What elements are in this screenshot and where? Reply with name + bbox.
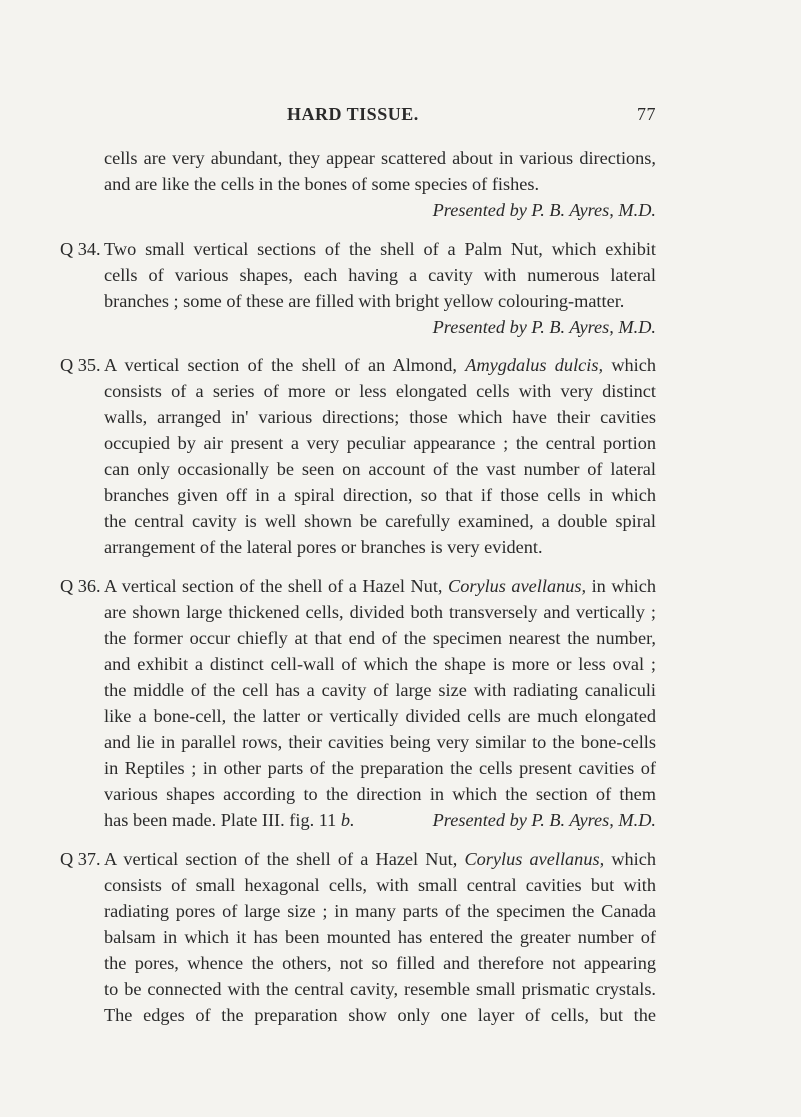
text-run: in which — [591, 576, 657, 596]
credit-text: Presented by P. B. Ayres, M.D. — [432, 317, 656, 337]
text-line: Two small vertical sections of the shell of a Palm Nut, which exhibit — [104, 239, 656, 259]
text-line: arrangement of the lateral pores or branches is very evident. — [104, 537, 543, 557]
entry-label: Q 36. — [60, 576, 101, 596]
page-number: 77 — [637, 104, 656, 124]
text-line: and exhibit a distinct cell-wall of which the shape is more or less oval ; — [104, 654, 656, 674]
text-line — [104, 807, 656, 833]
species-name: Corylus avellanus, — [448, 576, 587, 596]
species-name: Amygdalus dulcis, — [465, 355, 604, 375]
text-line — [104, 352, 656, 378]
text-line: and lie in parallel rows, their cavities being very similar to the bone-cells — [104, 732, 656, 752]
text-run: has been made. Plate III. fig. 11 — [104, 810, 337, 830]
text-run: which — [611, 355, 656, 375]
credit-text: Presented by P. B. Ayres, M.D. — [432, 810, 656, 830]
text-run: A vertical section of the shell of a Hazel Nut, — [104, 849, 458, 869]
text-line: are shown large thickened cells, divided both transversely and vertically ; — [104, 602, 656, 622]
text-line: consists of small hexagonal cells, with small central cavities but with — [104, 875, 656, 895]
text-line: in Reptiles ; in other parts of the preparation the cells present cavities of — [104, 758, 656, 778]
text-line: walls, arranged in' various directions; those which have their cavities — [104, 407, 656, 427]
text-line: like a bone-cell, the latter or vertically divided cells are much elongated — [104, 706, 656, 726]
text-line: cells are very abundant, they appear scattered about in various directions, — [104, 148, 656, 168]
credit-text: Presented by P. B. Ayres, M.D. — [432, 200, 656, 220]
entry-label: Q 37. — [60, 849, 101, 869]
credit-line — [104, 314, 656, 340]
text-line — [104, 573, 656, 599]
text-line: the central cavity is well shown be carefully examined, a double spiral — [104, 511, 656, 531]
running-title: HARD TISSUE. — [287, 104, 419, 124]
entry-label: Q 34. — [60, 239, 101, 259]
species-name: Corylus avellanus, — [464, 849, 605, 869]
running-header — [104, 104, 656, 132]
text-line: various shapes according to the direction in which the section of them — [104, 784, 656, 804]
text-line: consists of a series of more or less elongated cells with very distinct — [104, 381, 656, 401]
text-line: the middle of the cell has a cavity of large size with radiating canaliculi — [104, 680, 656, 700]
text-run: A vertical section of the shell of an Almond, — [104, 355, 457, 375]
text-line — [104, 846, 656, 872]
text-line: cells of various shapes, each having a cavity with numerous lateral — [104, 265, 656, 285]
entry-label: Q 35. — [60, 355, 101, 375]
text-line: can only occasionally be seen on account of the vast number of lateral — [104, 459, 656, 479]
text-line: the pores, whence the others, not so filled and therefore not appearing — [104, 953, 656, 973]
text-line: branches ; some of these are filled with bright yellow colouring-matter. — [104, 291, 625, 311]
credit-line — [104, 197, 656, 223]
text-line: balsam in which it has been mounted has entered the greater number of — [104, 927, 656, 947]
text-run: A vertical section of the shell of a Hazel Nut, — [104, 576, 443, 596]
figure-ref: b. — [340, 810, 355, 830]
text-line: radiating pores of large size ; in many parts of the specimen the Canada — [104, 901, 656, 921]
text-line: occupied by air present a very peculiar appearance ; the central portion — [104, 433, 656, 453]
text-run: which — [611, 849, 657, 869]
text-line: to be connected with the central cavity, resemble small prismatic crystals. — [104, 979, 656, 999]
text-line: the former occur chiefly at that end of the specimen nearest the number, — [104, 628, 656, 648]
text-line: and are like the cells in the bones of some species of fishes. — [104, 174, 540, 194]
text-line: branches given off in a spiral direction, so that if those cells in which — [104, 485, 656, 505]
text-line: The edges of the preparation show only one layer of cells, but the — [104, 1005, 656, 1025]
